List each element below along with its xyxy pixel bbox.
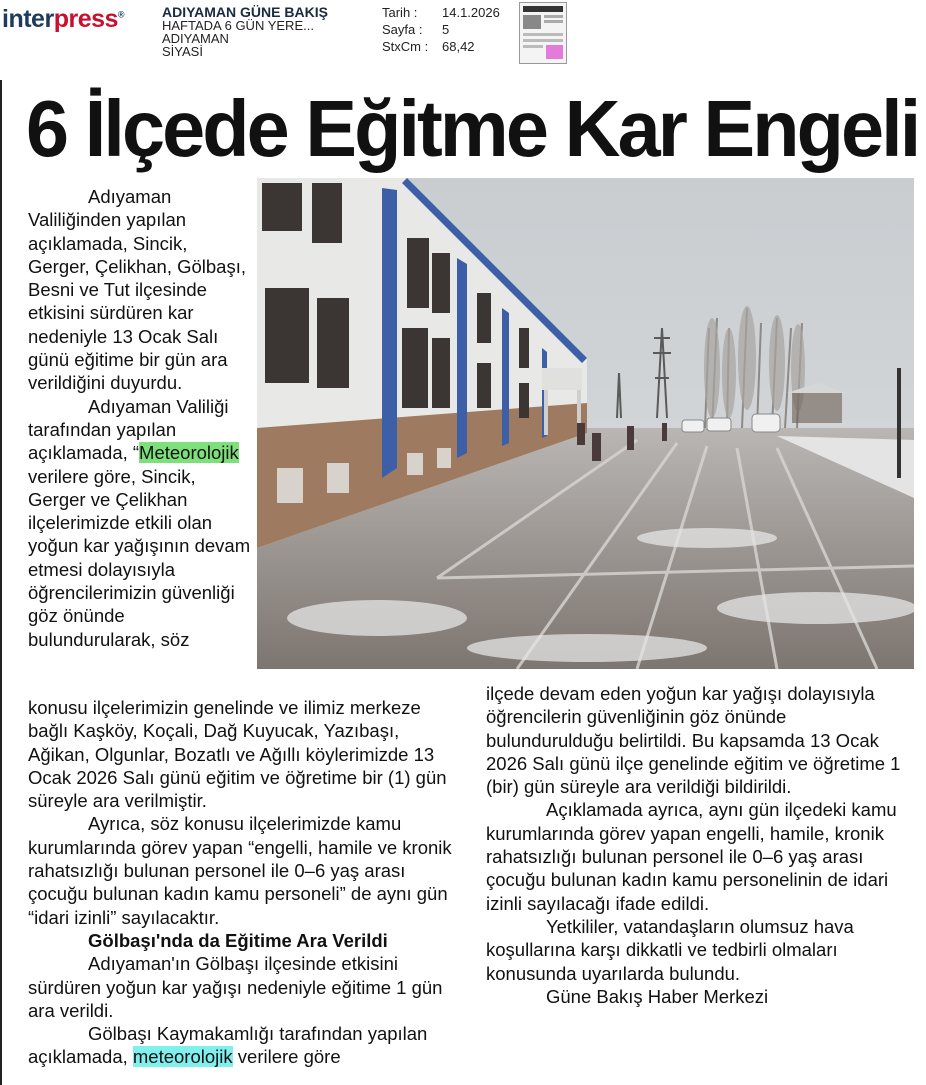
article-subheading: Gölbaşı'nda da Eğitime Ara Verildi — [88, 929, 388, 951]
publication-city: ADIYAMAN — [162, 31, 229, 46]
article-left-column — [28, 696, 458, 1069]
paragraph-6: Açıklamada ayrıca, aynı gün ilçedeki kamu kurumlarında görev yapan engelli, hamile, kronik rahatsızlığı bulunan personel ile 0–6 yaş arası çocuğu bulunan kadın kamu personelinin de idari izinli sayılacağı ifade edildi. — [486, 799, 897, 914]
stxcm-value: 68,42 — [442, 39, 475, 54]
article-photo-snowy-schoolyard — [257, 178, 914, 669]
page-value: 5 — [442, 22, 450, 37]
paragraph-5 — [28, 1022, 458, 1069]
page-label: Sayfa : — [382, 22, 423, 37]
paragraph-5-start: Gölbaşı Kaymakamlığı tarafından yapılan açıklamada, — [28, 1023, 428, 1068]
date-label: Tarih : — [382, 5, 418, 20]
logo-accent-text: press — [53, 5, 118, 33]
article-headline: 6 İlçede Eğitme Kar Engeli — [26, 84, 919, 173]
paragraph-2 — [28, 395, 254, 651]
paragraph-5-end: verilere göre — [232, 1046, 341, 1068]
paragraph-3: Ayrıca, söz konusu ilçelerimizde kamu kurumlarında görev yapan “engelli, hamile ve kronik rahatsızlığı bulunan personel ile 0–6 yaş arası çocuğu bulunan kadın kamu personeli” de aynı gün “idari izinli” sayılacaktır. — [28, 813, 452, 928]
article-right-column — [486, 682, 918, 1008]
highlighted-keyword-meteorolojik-2: meteorolojik — [132, 1046, 233, 1068]
paragraph-5-continued: ilçede devam eden yoğun kar yağışı dolayısıyla öğrencilerin güvenliğinin göz önünde bulundurulduğu belirtildi. Bu kapsamda 13 Ocak 2026 Salı günü ilçe genelinde eğitim ve öğretime 1 (bir) gün süreyle ara verildiği bildirildi. — [486, 683, 901, 798]
highlighted-keyword-meteorolojik: Meteorolojik — [139, 442, 239, 464]
interpress-logo — [2, 5, 124, 34]
publication-name: ADIYAMAN GÜNE BAKIŞ — [162, 4, 328, 20]
paragraph-1: Adıyaman Valiliğinden yapılan açıklamada, Sincik, Gerger, Çelikhan, Gölbaşı, Besni ve Tut ilçesinde etkisini sürdüren kar nedeniyle 13 Ocak Salı günü eğitime bir gün ara verildiğini duyurdu. — [28, 186, 246, 394]
paragraph-4: Adıyaman'ın Gölbaşı ilçesinde etkisini sürdüren yoğun kar yağışı nedeniyle eğitime 1 gün ara verildi. — [28, 953, 443, 1021]
publication-frequency: HAFTADA 6 GÜN YERE... — [162, 18, 314, 33]
stxcm-label: StxCm : — [382, 39, 429, 54]
article-narrow-column — [28, 185, 254, 651]
publication-section: SİYASİ — [162, 44, 203, 59]
article-byline: Güne Bakış Haber Merkezi — [546, 985, 769, 1007]
meta-stxcm-row — [382, 38, 500, 55]
clipping-meta — [382, 4, 500, 55]
paragraph-2-start: Adıyaman Valiliği tarafından yapılan açıklamada, “ — [28, 395, 229, 464]
left-column-rule — [0, 80, 2, 1085]
paragraph-2-end: verilere göre, Sincik, Gerger ve Çelikhan ilçelerimizde etkili olan yoğun kar yağışının devam etmesi dolayısıyla öğrencilerimizin güvenliği göz önünde bulundurularak, söz — [28, 465, 251, 650]
publication-info — [162, 6, 328, 58]
newspaper-page-thumbnail-icon[interactable] — [519, 2, 567, 64]
meta-page-row — [382, 21, 500, 38]
meta-date-row — [382, 4, 500, 21]
paragraph-7: Yetkililer, vatandaşların olumsuz hava koşullarına karşı dikkatli ve tedbirli olmaları konusunda uyarılarda bulundu. — [486, 915, 854, 984]
paragraph-2-continued: konusu ilçelerimizin genelinde ve ilimiz merkeze bağlı Kaşköy, Koçali, Dağ Kuyucak, Yazıbaşı, Ağikan, Olgunlar, Bozatlı ve Ağıllı köylerimizde 13 Ocak 2026 Salı günü eğitim ve öğretime bir (1) gün süreyle ara verilmiştir. — [28, 697, 447, 812]
logo-registered-mark: ® — [117, 9, 125, 20]
date-value: 14.1.2026 — [442, 5, 500, 20]
logo-main-text: inter — [2, 5, 54, 33]
